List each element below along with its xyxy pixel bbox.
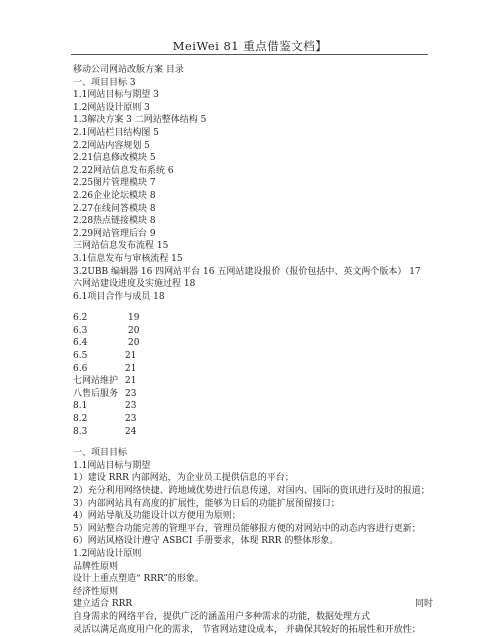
body-line: 2）充分利用网络快捷、跨地域优势进行信息传递，对国内、国际的资讯进行及时的报道； [73,486,430,496]
body-line: 6）网站风格设计遵守 ASBCI 手册要求，体现 RRR 的整体形象。 [73,536,339,547]
toc-line: 1.1网站目标与期望 3 [73,90,159,101]
body-line: 品牌性原则 [73,561,119,572]
toc-list-b [73,312,433,350]
toc-row-page: 20 [128,325,140,336]
toc-row-label: 8.3 [73,426,88,437]
toc-list-a [73,77,433,304]
toc-row-label: 6.4 [73,338,88,349]
toc-row-page: 23 [125,414,137,425]
toc-line: 2.28热点链接模块 8 [73,216,156,227]
toc-row-label: 6.3 [73,325,88,336]
body-line-split [73,598,433,611]
toc-heading: 移动公司网站改版方案 目录 [73,65,184,75]
toc-row [73,375,433,388]
toc-row [73,312,433,325]
toc-line: 一、项目目标 3 [73,77,136,88]
toc-row-label: 6.6 [73,363,88,374]
body-line: 3）内部网站具有高度的扩展性，能够为日后的功能扩展预留接口； [73,498,340,509]
toc-row-page: 20 [128,338,140,349]
split-right-text: 同时 [414,599,433,610]
header-rule [71,54,428,55]
toc-line: 1.3解决方案 3 二网站整体结构 5 [73,115,207,126]
toc-row-label: 8.1 [73,401,88,412]
toc-line: 2.2网站内容规划 5 [73,140,150,151]
toc-row-page: 23 [125,388,137,399]
toc-row-page: 21 [125,376,137,387]
toc-row-page: 21 [125,351,137,362]
toc-row-page: 24 [125,426,137,437]
toc-line: 2.21信息修改模块 5 [73,153,156,164]
subsection-heading: 1.2网站设计原则 [73,548,142,559]
body-line: 1）建设 RRR 内部网站，为企业员工提供信息的平台； [73,473,294,484]
toc-line: 六网站建设进度及实施过程 18 [73,279,196,290]
toc-line: 1.2网站设计原则 3 [73,102,150,113]
document-body [73,64,433,636]
toc-row-label: 八售后服务 [73,388,119,399]
toc-line: 6.1项目合作与成员 18 [73,291,165,302]
toc-line: 三网站信息发布流程 15 [73,241,169,252]
toc-row-label: 6.5 [73,351,88,362]
split-left-text: 建立适合 RRR [73,599,133,610]
toc-line: 2.22网站信息发布系统 6 [73,165,174,176]
body-line: 设计上重点塑造“ RRR”的形象。 [73,574,204,585]
toc-line: 3.1信息发布与审核流程 15 [73,253,183,264]
body-section [73,447,433,636]
toc-line: 2.26企业论坛模块 8 [73,190,156,201]
toc-row-page: 21 [125,363,137,374]
toc-row [73,413,433,426]
toc-row [73,350,433,363]
section-heading: 一、项目目标 [73,448,128,459]
toc-line: 2.25图片管理模块 7 [73,178,156,189]
toc-line: 2.27在线问答模块 8 [73,203,156,214]
page-header-title: MeiWei 81 重点借鉴文档】 [172,39,328,53]
toc-list-c [73,350,433,438]
toc-row [73,388,433,401]
toc-row-label: 七网站维护 [73,376,119,387]
toc-row-page: 23 [125,401,137,412]
toc-row-page: 19 [128,313,140,324]
toc-row [73,325,433,338]
toc-row [73,363,433,376]
subsection-heading: 1.1网站目标与期望 [73,460,151,471]
toc-line: 2.1网站栏目结构图 5 [73,127,159,138]
toc-line: 3.2UBB 编辑器 16 四网站平台 16 五网站建设报价（报价包括中、英文两个版本） 17 [73,266,421,277]
toc-row-label: 6.2 [73,313,88,324]
body-line: 5）网站整合功能完善的管理平台，管理员能够报方便的对网站中的动态内容进行更新； [73,523,421,534]
body-line: 自身需求的网络平台，提供广泛的涵盖用户多种需求的功能，数据处理方式 [73,611,371,622]
toc-line: 2.29网站管理后台 9 [73,228,156,239]
toc-row [73,400,433,413]
toc-row [73,337,433,350]
body-line: 4）网站导航及功能设计以方便用为原则； [73,511,241,522]
toc-row-label: 8.2 [73,414,88,425]
body-line: 经济性原则 [73,586,119,597]
body-line: 灵活以满足高度用户化的需求， 节省网站建设成本， 并确保其较好的拓展性和开放性； [73,624,421,635]
toc-row [73,426,433,439]
